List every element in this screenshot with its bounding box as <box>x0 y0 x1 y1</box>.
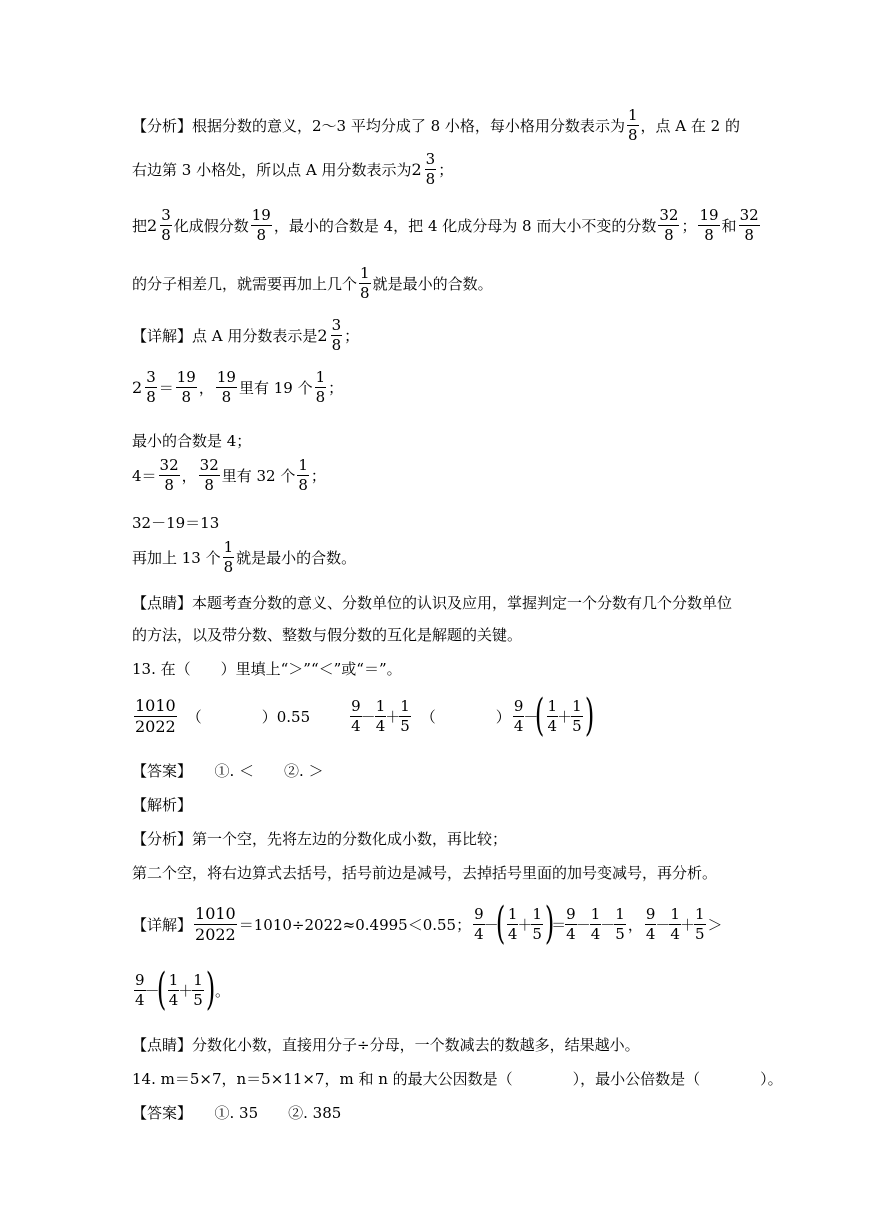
text: 就是最小的合数。 <box>372 275 493 293</box>
text: ＝ <box>158 379 174 397</box>
text: ＋ <box>517 915 533 934</box>
text: 最小的合数是 4； <box>132 432 252 450</box>
text: 32－19＝13 <box>132 514 220 532</box>
text: ＋ <box>679 915 695 934</box>
text: 【详解】点 A 用分数表示是 <box>132 327 318 345</box>
detail-13-line-1 <box>132 898 723 949</box>
left-paren: ( <box>535 690 545 741</box>
text: 把 <box>132 217 148 235</box>
fraction: $\frac{9}{4}$ <box>513 696 524 735</box>
answer-13 <box>132 760 324 781</box>
text: ＋ <box>385 707 401 726</box>
fraction: $\frac{9}{4}$ <box>474 904 484 943</box>
detail-line-4 <box>132 458 326 493</box>
text: 【分析】根据分数的意义，2～3 平均分成了 8 小格，每小格用分数表示为 <box>132 117 625 135</box>
text: 4＝ <box>132 467 157 485</box>
fraction: $\frac{1}{4}$ <box>547 696 558 735</box>
solution-13-title <box>132 794 192 815</box>
text: 第二个空，将右边算式去括号，括号前边是减号，去掉括号里面的加号变减号，再分析。 <box>132 864 718 882</box>
fraction: $\frac{19}{8}$ <box>251 206 271 244</box>
text: － <box>523 707 539 726</box>
fraction: $\frac{32}{8}$ <box>159 456 179 494</box>
text: 的分子相差几，就需要再加上几个 <box>132 275 358 293</box>
text: 和 <box>721 217 737 235</box>
right-paren: ) <box>584 690 594 741</box>
text: 就是最小的合数。 <box>236 549 357 567</box>
analysis-line-4 <box>132 266 493 301</box>
fraction: $\frac{32}{8}$ <box>199 456 219 494</box>
fraction: $\frac{1}{5}$ <box>400 696 410 735</box>
fraction: $\frac{32}{8}$ <box>659 206 679 244</box>
text: 【分析】第一个空，先将左边的分数化成小数，再比较； <box>132 830 508 848</box>
analysis-13-line-2 <box>132 862 717 883</box>
detail-13-line-2 <box>132 964 231 1015</box>
mixed-whole: 2 <box>132 378 143 397</box>
text: － <box>600 915 616 934</box>
fraction: $\frac{1}{8}$ <box>298 456 308 494</box>
text: ＞ <box>707 915 723 934</box>
detail-line-6 <box>132 540 356 575</box>
question-13-expressions <box>132 690 594 741</box>
comment-13 <box>132 1034 640 1055</box>
text: 里有 32 个 <box>221 467 296 485</box>
text: 再加上 13 个 <box>132 549 221 567</box>
text: ＋ <box>178 981 194 1000</box>
analysis-line-2 <box>132 152 453 187</box>
text: 【解析】 <box>132 796 193 814</box>
fraction: $\frac{1}{8}$ <box>223 538 234 576</box>
fraction: $\frac{9}{4}$ <box>645 904 656 943</box>
question-14-title <box>132 1068 783 1089</box>
fraction: $\frac{9}{4}$ <box>135 970 145 1009</box>
detail-line-3 <box>132 430 251 451</box>
text: ； <box>438 161 454 179</box>
fraction: $\frac{1010}{2022}$ <box>135 695 176 736</box>
detail-line-1 <box>132 318 359 353</box>
fraction: $\frac{19}{8}$ <box>216 368 236 406</box>
text: 【答案】 ①. ＜ ②. ＞ <box>132 762 324 780</box>
analysis-line-3 <box>132 208 762 243</box>
left-paren: ( <box>156 964 166 1015</box>
fraction: $\frac{1}{4}$ <box>590 904 601 943</box>
text: 化成假分数 <box>173 217 249 235</box>
question-13-title <box>132 658 402 679</box>
fraction: $\frac{1}{5}$ <box>615 904 625 943</box>
text: 【答案】 ①. 35 ②. 385 <box>132 1104 342 1122</box>
fraction: $\frac{1}{5}$ <box>694 904 705 943</box>
text: ； <box>681 217 697 235</box>
fraction: $\frac{1}{8}$ <box>627 106 638 144</box>
fraction: $\frac{1}{5}$ <box>532 904 542 943</box>
fraction: $\frac{9}{4}$ <box>351 696 361 735</box>
answer-14 <box>132 1102 341 1123</box>
text: － <box>144 981 160 1000</box>
text: － <box>575 915 591 934</box>
text: ＋ <box>557 707 573 726</box>
text: 。 <box>215 981 231 1000</box>
fraction: $\frac{1}{4}$ <box>670 904 680 943</box>
fraction: $\frac{3}{8}$ <box>331 316 342 354</box>
text: ， <box>181 467 197 485</box>
text: － <box>655 915 671 934</box>
text: ； <box>328 379 344 397</box>
text: － <box>483 915 499 934</box>
text: ＝ <box>551 915 567 934</box>
text: ，最小的合数是 4，把 4 化成分母为 8 而大小不变的分数 <box>273 217 657 235</box>
text: ＝1010÷2022≈0.4995＜0.55； <box>238 915 472 934</box>
right-paren: ) <box>544 898 555 949</box>
comment-line-1 <box>132 592 732 613</box>
mixed-whole: 2 <box>147 216 158 235</box>
fraction: $\frac{3}{8}$ <box>425 150 436 188</box>
text: 14. m＝5×7，n＝5×11×7，m 和 n 的最大公因数是（ ），最小公倍数是（ ）。 <box>132 1070 783 1088</box>
fraction: $\frac{1}{4}$ <box>168 970 179 1009</box>
text: 【点睛】分数化小数，直接用分子÷分母，一个数减去的数越多，结果越小。 <box>132 1036 640 1054</box>
comment-line-2 <box>132 624 522 645</box>
detail-line-2 <box>132 370 343 405</box>
fraction: $\frac{19}{8}$ <box>699 206 719 244</box>
fraction: $\frac{1}{5}$ <box>193 970 203 1009</box>
fraction: $\frac{32}{8}$ <box>739 206 759 244</box>
analysis-13-line-1 <box>132 828 507 849</box>
fraction: $\frac{19}{8}$ <box>176 368 196 406</box>
fraction: $\frac{1}{4}$ <box>507 904 518 943</box>
fraction: $\frac{3}{8}$ <box>146 368 156 406</box>
text: ； <box>344 327 360 345</box>
answer-blank[interactable]: （ ）0.55 <box>186 707 311 726</box>
text: 【详解】 <box>132 915 193 934</box>
text: ； <box>310 467 326 485</box>
fraction: $\frac{9}{4}$ <box>566 904 576 943</box>
text: ，点 A 在 2 的 <box>640 117 740 135</box>
mixed-whole: 2 <box>317 326 328 345</box>
fraction: $\frac{1}{8}$ <box>360 264 370 302</box>
text: ， <box>627 915 643 934</box>
fraction: $\frac{3}{8}$ <box>161 206 171 244</box>
detail-line-5 <box>132 512 219 533</box>
fraction: $\frac{1}{4}$ <box>375 696 386 735</box>
text: － <box>360 707 376 726</box>
left-paren: ( <box>495 898 505 949</box>
text: 里有 19 个 <box>238 379 313 397</box>
text: ， <box>198 379 214 397</box>
text: 右边第 3 小格处，所以点 A 用分数表示为 <box>132 161 412 179</box>
fraction: $\frac{1}{8}$ <box>315 368 326 406</box>
text: 的方法，以及带分数、整数与假分数的互化是解题的关键。 <box>132 626 523 644</box>
analysis-line-1 <box>132 108 740 143</box>
fraction: $\frac{1010}{2022}$ <box>195 903 236 944</box>
text: 【点睛】本题考查分数的意义、分数单位的认识及应用，掌握判定一个分数有几个分数单位 <box>132 594 733 612</box>
answer-blank[interactable]: （ ） <box>420 707 511 726</box>
mixed-whole: 2 <box>411 160 422 179</box>
right-paren: ) <box>205 964 216 1015</box>
fraction: $\frac{1}{5}$ <box>572 696 582 735</box>
text: 13. 在（ ）里填上“＞”“＜”或“＝”。 <box>132 660 402 678</box>
